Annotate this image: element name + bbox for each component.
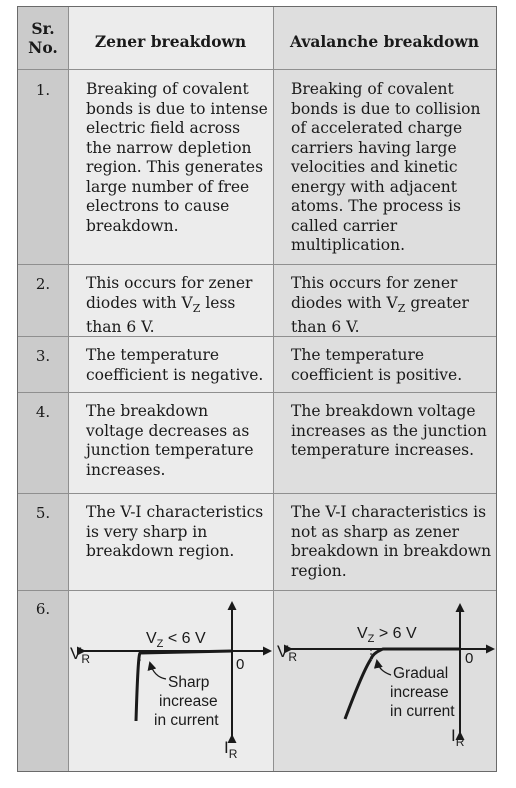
zener-cell: The breakdown voltage decreases as junction temperature increases. bbox=[86, 402, 254, 479]
avalanche-cell bbox=[291, 274, 493, 338]
vi-curve bbox=[371, 649, 460, 659]
annotation-line1: Gradual bbox=[393, 665, 449, 682]
row-number: 5. bbox=[35, 504, 51, 522]
vz-sub: Z bbox=[367, 633, 375, 645]
vz-main: V bbox=[146, 630, 157, 647]
header-sr-line2: No. bbox=[28, 38, 58, 57]
ir-label bbox=[451, 726, 465, 749]
comparison-table bbox=[17, 6, 497, 772]
vz-main: V bbox=[357, 625, 368, 642]
annotation-line2: increase bbox=[390, 684, 449, 701]
ir-main: I bbox=[224, 738, 229, 757]
avalanche-cell: The breakdown voltage increases as the junction temperature increases. bbox=[291, 402, 487, 459]
annotation-line3: in current bbox=[390, 703, 455, 720]
annotation-line3: in current bbox=[154, 712, 219, 729]
ir-main: I bbox=[451, 726, 456, 745]
subscript: Z bbox=[397, 301, 406, 315]
zener-cell-text: This occurs for zener diodes with V bbox=[86, 274, 253, 312]
vr-sub: R bbox=[288, 650, 298, 664]
zener-cell: The temperature coefficient is negative. bbox=[86, 346, 264, 384]
avalanche-cell-text: greater than 6 V. bbox=[291, 293, 469, 336]
vr-main: V bbox=[70, 644, 82, 663]
avalanche-cell: Breaking of covalent bonds is due to collision of accelerated charge carriers having large velocities and kinetic energy with adjacent atoms. The process is called carrier multiplication. bbox=[291, 80, 481, 254]
row-number: 6. bbox=[35, 600, 51, 618]
header-sr-no bbox=[18, 19, 68, 57]
vz-label bbox=[146, 630, 206, 650]
ir-sub: R bbox=[228, 747, 238, 761]
zener-cell-text: less than 6 V. bbox=[86, 293, 236, 336]
row-number: 2. bbox=[35, 275, 51, 293]
vr-main: V bbox=[277, 642, 289, 661]
avalanche-vi-graph bbox=[273, 591, 496, 771]
annotation-line2: increase bbox=[159, 693, 218, 710]
sr-column-bg bbox=[18, 7, 68, 771]
avalanche-cell: The temperature coefficient is positive. bbox=[291, 346, 463, 384]
origin-label: 0 bbox=[236, 656, 245, 673]
zener-cell bbox=[86, 274, 268, 338]
row-divider bbox=[18, 392, 496, 393]
vr-sub: R bbox=[81, 652, 91, 666]
subscript: Z bbox=[192, 301, 201, 315]
annotation-pointer bbox=[377, 661, 391, 675]
zener-vi-graph bbox=[68, 591, 273, 771]
header-sr-line1: Sr. bbox=[31, 19, 55, 38]
vz-label bbox=[357, 625, 417, 645]
row-number: 3. bbox=[35, 347, 51, 365]
breakdown-curve bbox=[345, 659, 371, 719]
vr-label bbox=[277, 642, 297, 664]
vi-curve bbox=[140, 651, 232, 653]
vz-sub: Z bbox=[156, 638, 164, 650]
annotation-pointer bbox=[150, 663, 166, 679]
vr-label bbox=[70, 644, 90, 666]
zener-cell: Breaking of covalent bonds is due to intense electric field across the narrow depletion region. This generates large number of free electrons to cause breakdown. bbox=[86, 80, 268, 235]
row-divider bbox=[18, 69, 496, 70]
row-number: 4. bbox=[35, 403, 51, 421]
zener-cell: The V-I characteristics is very sharp in breakdown region. bbox=[86, 503, 264, 560]
avalanche-cell: The V-I characteristics is not as sharp as zener breakdown in breakdown region. bbox=[291, 503, 492, 580]
ir-label bbox=[224, 738, 238, 761]
annotation-line1: Sharp bbox=[168, 674, 210, 691]
origin-label: 0 bbox=[465, 650, 474, 667]
header-zener: Zener breakdown bbox=[94, 32, 247, 51]
vz-rest: > 6 V bbox=[374, 625, 417, 642]
header-avalanche: Avalanche breakdown bbox=[289, 32, 480, 51]
row-number: 1. bbox=[35, 81, 51, 99]
row-divider bbox=[18, 264, 496, 265]
vz-rest: < 6 V bbox=[163, 630, 206, 647]
breakdown-curve bbox=[136, 653, 140, 721]
row-divider bbox=[18, 493, 496, 494]
ir-sub: R bbox=[455, 735, 465, 749]
avalanche-cell-text: This occurs for zener diodes with V bbox=[291, 274, 458, 312]
